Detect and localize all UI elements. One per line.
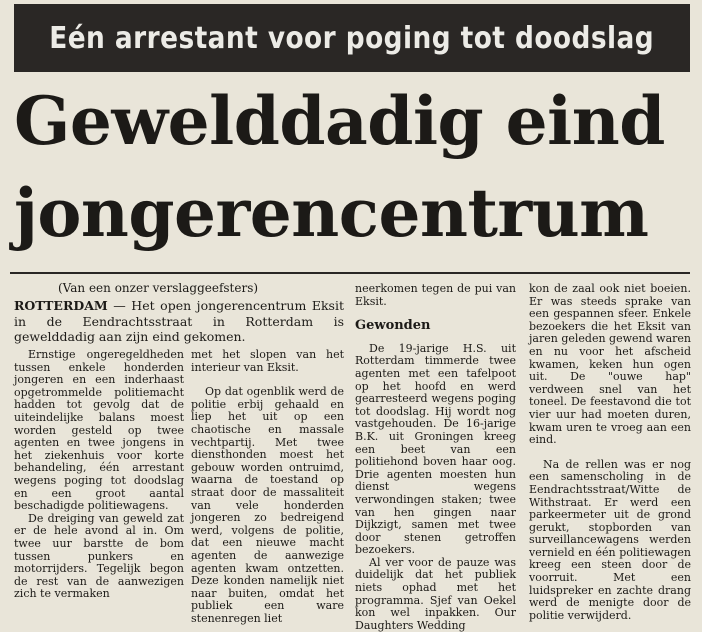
column-4-paragraph: Na de rellen was er nog een samenscholing in de Eendrachtsstraat/Witte de Withstraat. Er werd een parkeermeter uit de grond gerukt, stopborden van surveillancewagens werden vernield en één politiewagen kreeg een steen door de voorruit. Met een luidspreker en zachte drang werd de menigte door de politie verwijderd. bbox=[529, 457, 691, 622]
headline-rule bbox=[10, 272, 690, 274]
article-column-1 bbox=[14, 349, 184, 601]
lead-paragraph bbox=[14, 298, 344, 345]
column-2-paragraph: Op dat ogenblik werd de politie erbij gehaald en liep het uit op een chaotische en massale vechtpartij. Met twee diensthonden moest het gebouw worden ontruimd, waarna de toestand op straat door de massaliteit van vele honderden jongeren zo bedreigend werd, volgens de politie, dat een nieuwe macht agenten de aanwezige agenten kwam ontzetten. Deze konden namelijk niet naar buiten, omdat het publiek een ware stenenregen liet bbox=[191, 385, 344, 625]
dateline-city: ROTTERDAM bbox=[14, 298, 108, 313]
article-column-4 bbox=[529, 283, 691, 622]
banner bbox=[14, 4, 690, 72]
article-column-3 bbox=[355, 283, 516, 632]
headline-line-1: Gewelddadig eind bbox=[14, 82, 665, 160]
column-3-paragraph: Al ver voor de pauze was duidelijk dat het publiek niets ophad met het programma. Sjef van Oekel kon wel inpakken. Our Daughters Wedding bbox=[355, 555, 516, 632]
column-3-continuation: neerkomen tegen de pui van Eksit. bbox=[355, 282, 516, 308]
column-1-paragraph: Ernstige ongeregeldheden tussen enkele honderden jongeren en een inderhaast opgetrommelde politiemacht hadden tot gevolg dat de uiteindelijke balans moest worden gesteld op twee agenten en twee jongens in het ziekenhuis voor korte behandeling, één arrestant wegens poging tot doodslag en een groot aantal beschadigde politiewagens. bbox=[14, 348, 184, 513]
column-2-paragraph: met het slopen van het interieur van Eksit. bbox=[191, 348, 344, 374]
column-1-paragraph: De dreiging van geweld zat er de hele avond al in. Om twee uur barstte de bom tussen punkers en motorrijders. Tegelijk begon de rest van de aanwezigen zich te vermaken bbox=[14, 511, 184, 601]
article-column-2 bbox=[191, 349, 344, 625]
subhead-gewonden: Gewonden bbox=[355, 318, 431, 334]
column-3-paragraph: De 19-jarige H.S. uit Rotterdam timmerde twee agenten met een tafelpoot op het hoofd en werd gearresteerd wegens poging tot doodslag. Hij wordt nog vastgehouden. De 16-jarige B.K. uit Groningen kreeg een beet van een politiehond boven haar oog. Drie agenten moesten hun dienst wegens verwondingen staken; twee van hen gingen naar Dijkzigt, samen met twee door stenen getroffen bezoekers. bbox=[355, 341, 516, 557]
lead-text: — Het open jongerencentrum Eksit in de Eendrachtsstraat in Rotterdam is gewelddadig aan zijn eind gekomen. bbox=[14, 298, 344, 344]
banner-title: Eén arrestant voor poging tot doodslag bbox=[49, 20, 655, 56]
byline: (Van een onzer verslaggeefsters) bbox=[58, 281, 259, 295]
column-4-paragraph: kon de zaal ook niet boeien. Er was steeds sprake van een gespannen sfeer. Enkele bezoekers die het Eksit van jaren geleden gewend waren en nu voor het afscheid kwamen, keken hun ogen uit. De "ouwe hap" verdween snel van het toneel. De feestavond die tot vier uur had moeten duren, kwam uren te vroeg aan een eind. bbox=[529, 282, 691, 447]
headline-line-2: jongerencentrum bbox=[14, 174, 649, 252]
